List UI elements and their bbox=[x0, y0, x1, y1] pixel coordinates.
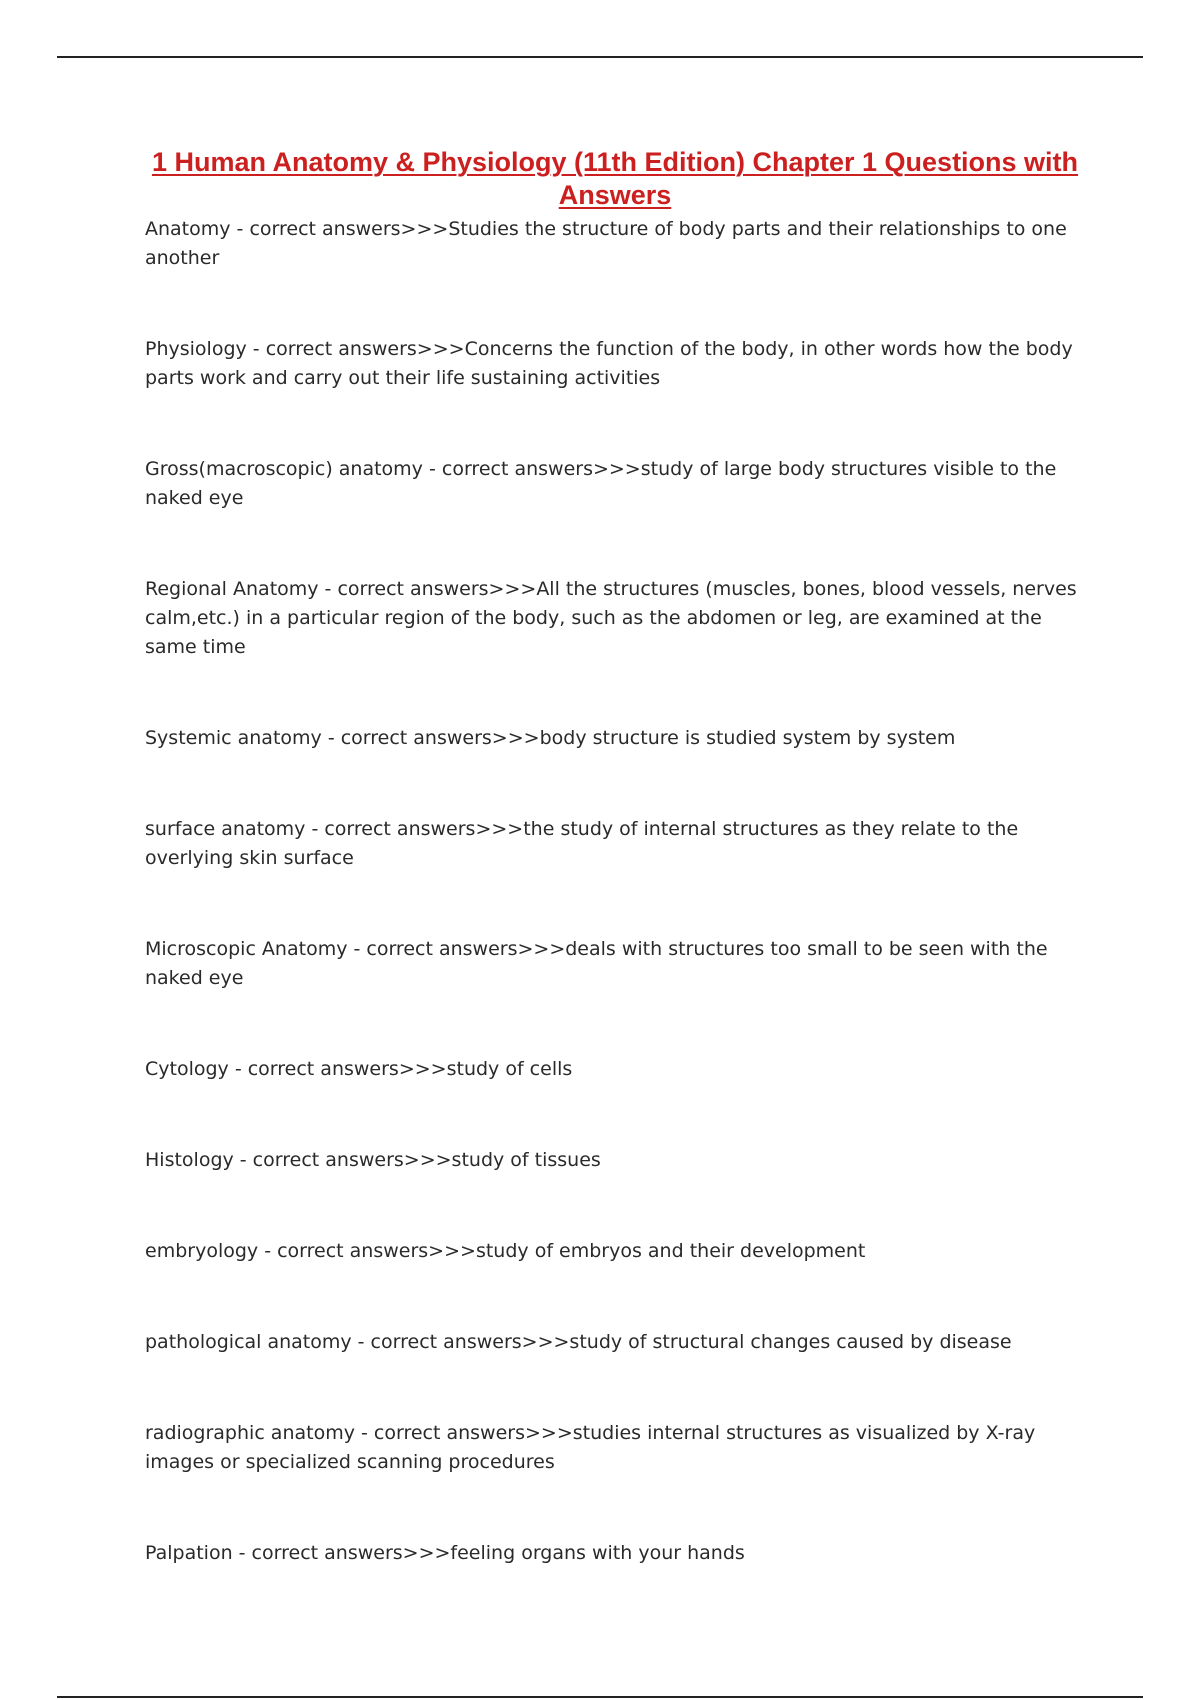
qa-answer: All the structures (muscles, bones, blood vessels, nerves calm,etc.) in a particular region of the body, such as the abdomen or leg, are examined at the same time bbox=[145, 578, 1077, 658]
qa-separator: - correct answers>>> bbox=[232, 1542, 451, 1564]
qa-separator: - correct answers>>> bbox=[354, 1422, 573, 1444]
qa-separator: - correct answers>>> bbox=[347, 938, 566, 960]
qa-answer: studies internal structures as visualized by X-ray images or specialized scanning procedures bbox=[145, 1422, 1036, 1473]
qa-item bbox=[145, 335, 1085, 393]
qa-item bbox=[145, 935, 1085, 993]
qa-term: surface anatomy bbox=[145, 818, 306, 840]
qa-item bbox=[145, 1419, 1085, 1477]
qa-separator: - correct answers>>> bbox=[318, 578, 537, 600]
qa-answer: study of large body structures visible to the naked eye bbox=[145, 458, 1057, 509]
header-rule bbox=[57, 56, 1143, 58]
qa-item bbox=[145, 815, 1085, 873]
qa-answer: feeling organs with your hands bbox=[450, 1542, 745, 1564]
qa-separator: - correct answers>>> bbox=[228, 1058, 447, 1080]
qa-separator: - correct answers>>> bbox=[305, 818, 524, 840]
qa-separator: - correct answers>>> bbox=[230, 218, 449, 240]
qa-term: pathological anatomy bbox=[145, 1331, 352, 1353]
qa-item bbox=[145, 1539, 1085, 1568]
qa-list bbox=[145, 215, 1085, 1568]
qa-item bbox=[145, 1146, 1085, 1175]
qa-term: radiographic anatomy bbox=[145, 1422, 355, 1444]
document-body bbox=[145, 146, 1085, 1568]
qa-answer: body structure is studied system by system bbox=[539, 727, 956, 749]
qa-answer: study of cells bbox=[446, 1058, 573, 1080]
qa-separator: - correct answers>>> bbox=[321, 727, 540, 749]
qa-item bbox=[145, 1237, 1085, 1266]
qa-term: Regional Anatomy bbox=[145, 578, 319, 600]
qa-answer: Concerns the function of the body, in other words how the body parts work and carry out their life sustaining activities bbox=[145, 338, 1073, 389]
qa-term: Histology bbox=[145, 1149, 234, 1171]
qa-item bbox=[145, 215, 1085, 273]
qa-separator: - correct answers>>> bbox=[233, 1149, 452, 1171]
qa-separator: - correct answers>>> bbox=[246, 338, 465, 360]
qa-term: Microscopic Anatomy bbox=[145, 938, 348, 960]
qa-answer: study of embryos and their development bbox=[475, 1240, 866, 1262]
qa-answer: study of tissues bbox=[451, 1149, 601, 1171]
qa-separator: - correct answers>>> bbox=[351, 1331, 570, 1353]
qa-term: Anatomy bbox=[145, 218, 231, 240]
qa-item bbox=[145, 1328, 1085, 1357]
qa-term: embryology bbox=[145, 1240, 259, 1262]
qa-item bbox=[145, 724, 1085, 753]
qa-answer: study of structural changes caused by disease bbox=[569, 1331, 1012, 1353]
qa-answer: the study of internal structures as they relate to the overlying skin surface bbox=[145, 818, 1019, 869]
qa-separator: - correct answers>>> bbox=[422, 458, 641, 480]
qa-term: Palpation bbox=[145, 1542, 233, 1564]
qa-answer: Studies the structure of body parts and their relationships to one another bbox=[145, 218, 1067, 269]
document-title: 1 Human Anatomy & Physiology (11th Edition) Chapter 1 Questions with Answers bbox=[151, 147, 1079, 210]
qa-item bbox=[145, 1055, 1085, 1084]
qa-term: Systemic anatomy bbox=[145, 727, 322, 749]
qa-term: Physiology bbox=[145, 338, 247, 360]
qa-item bbox=[145, 575, 1085, 662]
qa-separator: - correct answers>>> bbox=[258, 1240, 476, 1262]
qa-term: Cytology bbox=[145, 1058, 229, 1080]
qa-item bbox=[145, 455, 1085, 513]
footer-rule bbox=[57, 1696, 1143, 1698]
qa-answer: deals with structures too small to be seen with the naked eye bbox=[145, 938, 1048, 989]
qa-term: Gross(macroscopic) anatomy bbox=[145, 458, 423, 480]
